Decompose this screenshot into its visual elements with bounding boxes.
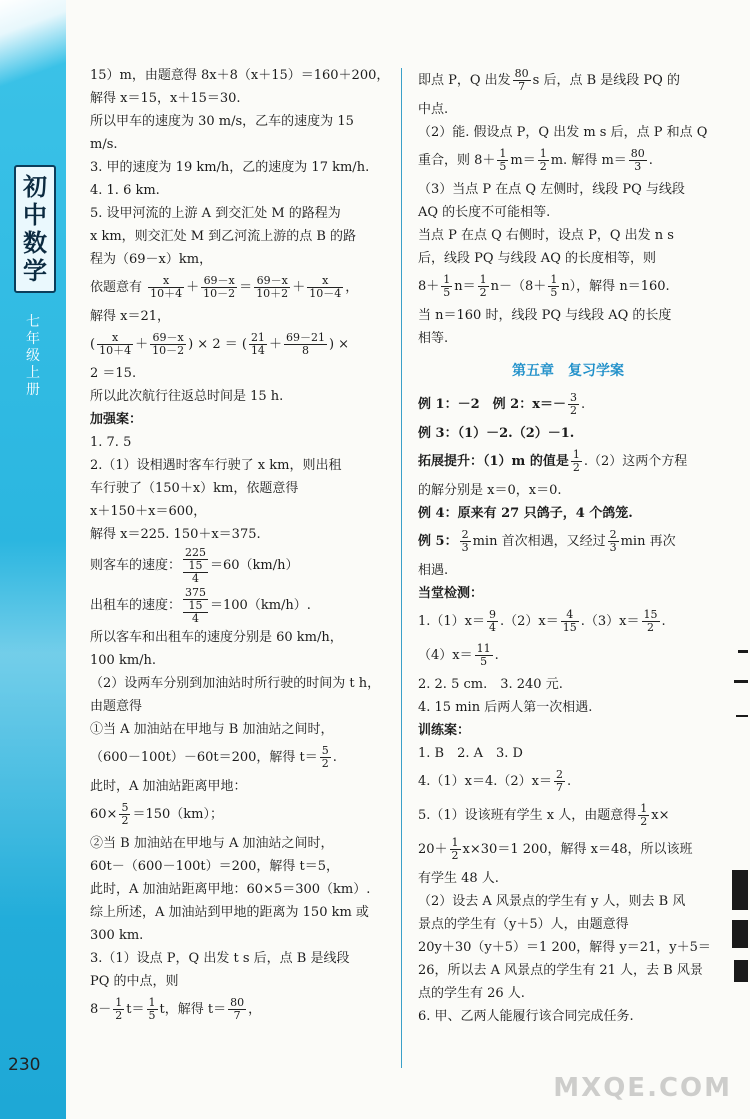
text-line: （2）设去 A 风景点的学生有 y 人，则去 B 风 — [418, 894, 686, 909]
text: 1.（1）x＝ — [418, 614, 486, 629]
equation-line: 依题意有 $\frac{x}{10+4}$ ＋ $\frac{69-x}{10-2}$ ＝ $\frac{69-x}{10+2}$ ＋ $\frac{x}{10-4}$ ， — [90, 274, 359, 300]
equation-line: 例 1：－2 例 2：x＝－ $\frac{3}{2}$ . — [418, 391, 586, 417]
text-line: 程为（69－x）km， — [90, 252, 213, 267]
denominator: 10＋2 — [256, 287, 289, 300]
denominator: 2 — [572, 461, 580, 474]
grade-char: 上 — [26, 365, 40, 381]
text-line: AQ 的长度不可能相等. — [418, 205, 551, 220]
denominator: 10＋4 — [150, 287, 183, 300]
text-line: 26，所以去 A 风景点的学生有 21 人，去 B 风景 — [418, 963, 703, 978]
numerator: 225 — [185, 545, 207, 559]
equation-line: （600－100t）－60t＝200，解得 t＝ $\frac{5}{2}$ . — [90, 744, 337, 770]
numerator: 3 — [569, 391, 577, 404]
equation-line: 重合，则 8＋ $\frac{1}{5}$ m＝ $\frac{1}{2}$ m. 解得 m＝ $\frac{80}{3}$ . — [418, 147, 653, 173]
fraction — [629, 148, 647, 173]
denominator: 2 — [640, 815, 648, 828]
text-line: 相遇. — [418, 563, 449, 578]
fraction — [254, 275, 290, 300]
fraction — [320, 745, 331, 770]
text-line: 车行驶了（150＋x）km，依题意得 — [90, 481, 299, 496]
fraction — [183, 587, 208, 625]
text-line: 20y＋30（y＋5）＝1 200，解得 y＝21，y＋5＝ — [418, 940, 711, 955]
text-line: 5. 设甲河流的上游 A 到交汇处 M 的路程为 — [90, 206, 341, 221]
numerator: 9 — [489, 608, 497, 621]
text-line: 后，线段 PQ 与线段 AQ 的长度相等，则 — [418, 251, 656, 266]
sidebar-glare — [0, 540, 66, 920]
fraction — [249, 332, 267, 357]
subject-label — [14, 165, 56, 293]
text-line: 6. 甲、乙两人能履行该合同完成任务. — [418, 1009, 634, 1024]
text: 4.（1）x＝4.（2）x＝ — [418, 774, 553, 789]
text: min 再次 — [620, 534, 676, 549]
fraction — [568, 392, 579, 417]
fraction — [571, 449, 582, 474]
text: 即点 P，Q 出发 — [418, 73, 511, 88]
denominator: 10＋4 — [99, 344, 132, 357]
numerator: 2 — [609, 528, 617, 541]
fraction — [450, 837, 461, 862]
watermark: MXQE.COM — [553, 1073, 732, 1103]
denominator: 15 — [562, 621, 577, 634]
fraction — [119, 802, 130, 827]
text: .（2）x＝ — [500, 614, 559, 629]
equation-line: 8－ $\frac{1}{2}$ t＝ $\frac{1}{5}$ t，解得 t＝ $\frac{80}{7}$ ， — [90, 996, 262, 1022]
text-line: 例 3：（1）－2.（2）－1. — [418, 426, 575, 441]
fraction — [642, 609, 660, 634]
grade-char: 册 — [26, 382, 40, 398]
denominator: 15 — [183, 560, 208, 573]
text: .（2）这两个方程 — [583, 454, 688, 469]
numerator: 1 — [148, 996, 156, 1009]
text: t＝ — [126, 1002, 145, 1017]
denominator: 5 — [550, 286, 558, 299]
text-line: 3.（1）设点 P，Q 出发 t s 后，点 B 是线段 — [90, 951, 350, 966]
numerator: 1 — [640, 802, 648, 815]
numerator: 1 — [539, 147, 547, 160]
denominator: 4 — [489, 621, 497, 634]
equation-line: （4）x＝ $\frac{11}{5}$ . — [418, 642, 499, 668]
equation-line — [418, 799, 718, 833]
text-line: 例 4：原来有 27 只鸽子，4 个鸽笼. — [418, 506, 633, 521]
denominator: 2 — [321, 757, 329, 770]
text: t，解得 t＝ — [159, 1002, 227, 1017]
text-line: 此时，A 加油站距离甲地：60×5＝300（km）. — [90, 882, 371, 897]
text-line: 1. 7. 5 — [90, 435, 132, 450]
denominator: 2 — [115, 1009, 123, 1022]
equation-line — [418, 270, 718, 304]
text: min 首次相遇，又经过 — [472, 534, 606, 549]
denominator: 5 — [480, 655, 488, 668]
grade-label — [22, 314, 44, 399]
text-line: 的解分别是 x＝0，x＝0. — [418, 483, 562, 498]
text-line: 2. 2. 5 cm. 3. 240 元. — [418, 677, 563, 692]
text: 例 5： — [418, 534, 458, 549]
fraction — [513, 68, 531, 93]
fraction — [475, 643, 493, 668]
sidebar — [0, 0, 66, 1119]
chapter-heading: 第五章 复习学案 — [512, 363, 624, 379]
denominator: 2 — [451, 849, 459, 862]
numerator: 11 — [476, 642, 491, 655]
denominator: 3 — [609, 541, 617, 554]
text: ＝150（km）； — [132, 807, 223, 822]
equation-line: ( $\frac{x}{10+4}$ ＋ $\frac{69-x}{10-2}$ ) × 2 ＝ ( $\frac{21}{14}$ ＋ $\frac{69-21}{8}$ ) × — [90, 331, 350, 357]
numerator: 69－x — [254, 275, 290, 288]
fraction — [497, 148, 508, 173]
fraction — [201, 275, 237, 300]
numerator: 69－21 — [285, 331, 325, 344]
fraction — [554, 769, 565, 794]
text-line: 有学生 48 人. — [418, 871, 499, 886]
denominator: 2 — [647, 621, 655, 634]
text-line: 相等. — [418, 331, 449, 346]
text: 8－ — [90, 1002, 112, 1017]
text: ＝100（km/h）. — [210, 598, 311, 613]
equation-line — [90, 586, 390, 626]
numerator: 2 — [556, 768, 564, 781]
denominator: 2 — [569, 404, 577, 417]
grade-char: 年 — [26, 331, 40, 347]
fraction — [441, 274, 452, 299]
text: 重合，则 8＋ — [418, 153, 496, 168]
text-line: 15）m，由题意得 8x＋8（x＋15）＝160＋200， — [90, 68, 390, 83]
page-edge-marks — [730, 610, 750, 1090]
text-line: 2 ＝15. — [90, 366, 137, 381]
subject-char: 中 — [23, 201, 47, 229]
text-line: 所以此次航行往返总时间是 15 h. — [90, 389, 284, 404]
numerator: x — [307, 275, 343, 288]
text-line: 点的学生有 26 人. — [418, 986, 525, 1001]
fraction — [148, 275, 184, 300]
text: n＝ — [454, 279, 476, 294]
fraction — [113, 997, 124, 1022]
text-line: 2.（1）设相遇时客车行驶了 x km，则出租 — [90, 458, 342, 473]
text-line: 60t－（600－100t）＝200，解得 t＝5， — [90, 859, 340, 874]
equation-line — [418, 525, 718, 559]
equation-line: 1.（1）x＝ $\frac{9}{4}$ .（2）x＝ $\frac{4}{15}$ .（3）x＝ $\frac{15}{2}$ . — [418, 608, 666, 634]
numerator: 80 — [630, 147, 645, 160]
denominator: 3 — [634, 160, 642, 173]
equation-line — [418, 445, 718, 479]
text: 出租车的速度： — [90, 598, 182, 613]
equation-line — [418, 833, 718, 867]
fraction — [608, 529, 619, 554]
fraction — [561, 609, 579, 634]
text: （4）x＝ — [418, 648, 473, 663]
text: .（3）x＝ — [580, 614, 640, 629]
text-line: x km，则交汇处 M 到乙河流上游的点 B 的路 — [90, 229, 357, 244]
text-line: 中点. — [418, 102, 449, 117]
text: m＝ — [510, 153, 536, 168]
section-label: 当堂检测： — [418, 586, 484, 601]
fraction — [478, 274, 489, 299]
numerator: 4 — [561, 609, 579, 622]
denominator: 5 — [499, 160, 507, 173]
fraction — [228, 997, 246, 1022]
grade-char: 级 — [26, 348, 40, 364]
denominator: 7 — [556, 781, 564, 794]
denominator: 2 — [539, 160, 547, 173]
text: 20＋ — [418, 842, 448, 857]
fraction — [487, 609, 498, 634]
fraction — [147, 997, 158, 1022]
numerator: 80 — [514, 67, 529, 80]
text-line: m/s. — [90, 137, 118, 152]
denominator: 3 — [461, 541, 469, 554]
denominator: 4 — [192, 611, 200, 625]
denominator: 4 — [192, 571, 200, 585]
left-column — [90, 64, 390, 1027]
subject-char: 学 — [23, 257, 47, 285]
numerator: 1 — [443, 273, 451, 286]
equation-line — [90, 798, 390, 832]
denominator: 14 — [250, 344, 265, 357]
text: 依题意有 — [90, 280, 143, 295]
text-line: 1. B 2. A 3. D — [418, 746, 523, 761]
equation-line — [90, 546, 390, 586]
numerator: x — [148, 275, 184, 288]
denominator: 5 — [148, 1009, 156, 1022]
section-label: 加强案： — [90, 412, 143, 427]
fraction — [538, 148, 549, 173]
numerator: 2 — [461, 528, 469, 541]
denominator: 15 — [183, 600, 208, 613]
fraction — [307, 275, 343, 300]
fraction — [638, 803, 649, 828]
denominator: 5 — [443, 286, 451, 299]
equation-line — [418, 64, 718, 98]
text-line: 由题意得 — [90, 699, 143, 714]
numerator: 1 — [115, 996, 123, 1009]
text: 8＋ — [418, 279, 440, 294]
text-line: x＋150＋x＝600， — [90, 504, 207, 519]
numerator: 15 — [643, 608, 658, 621]
fraction — [284, 332, 327, 357]
denominator: 10－2 — [203, 287, 236, 300]
numerator: 21 — [250, 331, 265, 344]
text-line: 所以客车和出租车的速度分别是 60 km/h， — [90, 630, 343, 645]
numerator: x — [97, 332, 133, 345]
text: n－（8＋ — [490, 279, 547, 294]
text-line: 当点 P 在点 Q 右侧时，设点 P，Q 出发 n s — [418, 228, 674, 243]
text-line: 300 km. — [90, 928, 144, 943]
numerator: 5 — [121, 801, 129, 814]
text: x× — [651, 808, 670, 823]
fraction — [97, 332, 133, 357]
text-line: （2）设两车分别到加油站时所行驶的时间为 t h， — [90, 676, 381, 691]
text: 例 1：－2 例 2：x＝－ — [418, 397, 566, 412]
text-line: 景点的学生有（y＋5）人，由题意得 — [418, 917, 629, 932]
subject-char: 数 — [23, 229, 47, 257]
text-line: （3）当点 P 在点 Q 左侧时，线段 PQ 与线段 — [418, 182, 685, 197]
text-line: 100 km/h. — [90, 653, 157, 668]
text-line: ②当 B 加油站在甲地与 A 加油站之间时， — [90, 836, 334, 851]
right-column — [418, 64, 718, 1028]
text: x×30＝1 200，解得 x＝48，所以该班 — [462, 842, 693, 857]
numerator: 1 — [451, 836, 459, 849]
fraction — [183, 547, 208, 585]
text: ＝60（km/h） — [210, 558, 299, 573]
sidebar-highlight — [0, 0, 66, 92]
text: 则客车的速度： — [90, 558, 182, 573]
equation-line: 4.（1）x＝4.（2）x＝ $\frac{2}{7}$ . — [418, 768, 572, 794]
numerator: 1 — [499, 147, 507, 160]
text-line: 此时，A 加油站距离甲地： — [90, 779, 247, 794]
fraction — [150, 332, 186, 357]
numerator: 1 — [550, 273, 558, 286]
text-line: 4. 1. 6 km. — [90, 183, 160, 198]
text-line: （2）能. 假设点 P，Q 出发 m s 后，点 P 和点 Q — [418, 125, 708, 140]
page-number: 230 — [8, 1055, 41, 1075]
numerator: 5 — [321, 744, 329, 757]
numerator: 1 — [479, 273, 487, 286]
text: n），解得 n＝160. — [561, 279, 670, 294]
denominator: 8 — [301, 344, 309, 357]
section-label: 训练案： — [418, 723, 471, 738]
text-line: 综上所述，A 加油站到甲地的距离为 150 km 或 — [90, 905, 369, 920]
text-line: ①当 A 加油站在甲地与 B 加油站之间时， — [90, 722, 334, 737]
text-line: 解得 x＝225. 150＋x＝375. — [90, 527, 261, 542]
text: 5.（1）设该班有学生 x 人，由题意得 — [418, 808, 637, 823]
denominator: 7 — [233, 1009, 241, 1022]
column-divider — [401, 68, 402, 1068]
text-line: 3. 甲的速度为 19 km/h，乙的速度为 17 km/h. — [90, 160, 370, 175]
text-line: 所以甲车的速度为 30 m/s，乙车的速度为 15 — [90, 114, 354, 129]
fraction — [548, 274, 559, 299]
text: （600－100t）－60t＝200，解得 t＝ — [90, 750, 318, 765]
numerator: 69－x — [150, 332, 186, 345]
text: 拓展提升：（1）m 的值是 — [418, 454, 569, 469]
numerator: 1 — [572, 448, 580, 461]
text-line: 解得 x＝15，x＋15＝30. — [90, 91, 241, 106]
grade-char: 七 — [26, 314, 40, 330]
text-line: 当 n＝160 时，线段 PQ 与线段 AQ 的长度 — [418, 308, 672, 323]
numerator: 375 — [185, 585, 207, 599]
denominator: 10－2 — [152, 344, 185, 357]
numerator: 69－x — [201, 275, 237, 288]
denominator: 7 — [518, 80, 526, 93]
denominator: 2 — [121, 814, 129, 827]
text-line: PQ 的中点，则 — [90, 974, 179, 989]
text: s 后，点 B 是线段 PQ 的 — [532, 73, 680, 88]
denominator: 10－4 — [309, 287, 342, 300]
text: m. 解得 m＝ — [550, 153, 627, 168]
text-line: 解得 x＝21， — [90, 309, 171, 324]
text: 60× — [90, 807, 118, 822]
text-line: 4. 15 min 后两人第一次相遇. — [418, 700, 593, 715]
denominator: 2 — [479, 286, 487, 299]
fraction — [460, 529, 471, 554]
numerator: 80 — [230, 996, 245, 1009]
subject-char: 初 — [23, 173, 47, 201]
